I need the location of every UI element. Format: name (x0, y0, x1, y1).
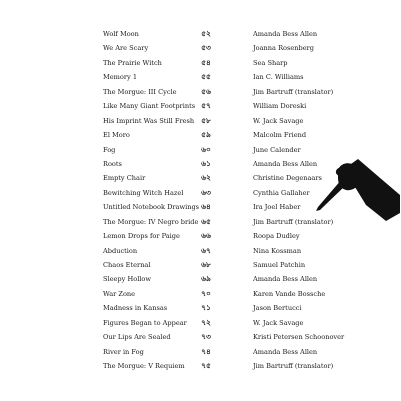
toc-author: Joanna Rosenberg (253, 44, 315, 53)
toc-title: The Morgue: III Cycle (103, 87, 177, 96)
toc-row (0, 244, 401, 258)
toc-author: Karen Vande Bossche (253, 289, 326, 298)
toc-author: Ira Joel Haber (253, 203, 301, 212)
toc-page-number: ৬৮ (201, 260, 211, 269)
toc-title: Lemon Drops for Paige (103, 232, 180, 241)
toc-author: Jim Bartruff (translator) (253, 362, 334, 371)
toc-page-number: ৬৬ (201, 231, 211, 241)
toc-author: William Doreski (253, 102, 307, 111)
toc-row (0, 99, 401, 113)
toc-author: W. Jack Savage (253, 116, 304, 125)
toc-page-number: ৬০ (201, 144, 211, 154)
toc-title: River in Fog (103, 347, 144, 356)
toc-row (0, 287, 401, 301)
toc-page-number: ৬২ (201, 173, 211, 183)
toc-row (0, 27, 401, 41)
toc-title: The Morgue: IV Negro bride (103, 217, 199, 226)
toc-title: The Morgue: V Requiem (103, 362, 185, 371)
toc-author: W. Jack Savage (253, 318, 304, 327)
toc-page-number: ৫৭ (201, 101, 211, 111)
toc-author: Samuel Patchin (253, 261, 306, 269)
toc-title: Sleepy Hollow (103, 275, 152, 284)
toc-author: Nina Kossman (253, 246, 302, 255)
toc-row (0, 114, 401, 128)
toc-title: Empty Chair (103, 174, 146, 183)
toc-author: Jim Bartruff (translator) (253, 217, 334, 226)
toc-page-number: ৫৯ (201, 130, 211, 140)
toc-title: We Are Scary (103, 44, 149, 53)
toc-author: Ian C. Williams (253, 73, 304, 82)
toc-author: Amanda Bess Allen (253, 275, 318, 284)
toc-author: Malcolm Friend (253, 131, 307, 140)
toc-row (0, 359, 401, 373)
hand-holding-knife-icon (314, 155, 400, 225)
toc-title: Madness in Kansas (103, 304, 168, 313)
toc-row (0, 229, 401, 243)
toc-author: Cynthia Gallaher (253, 188, 310, 197)
toc-title: El Moro (103, 131, 130, 140)
toc-page-number: ৬৯ (201, 274, 211, 284)
toc-row (0, 41, 401, 55)
toc-page-number: ৭১ (201, 303, 211, 313)
toc-page-number: ৭৩ (201, 332, 211, 342)
toc-title: The Prairie Witch (103, 58, 162, 67)
toc-title: Bewitching Witch Hazel (103, 188, 184, 197)
toc-row (0, 70, 401, 84)
toc-page-number: ৬৫ (201, 216, 211, 226)
toc-title: Figures Began to Appear (103, 318, 187, 327)
toc-page-number: ৬৩ (201, 187, 211, 197)
toc-author: Amanda Bess Allen (253, 159, 318, 168)
toc-title: Wolf Moon (103, 30, 139, 38)
toc-title: Fog (103, 145, 116, 154)
toc-page-number: ৭৪ (201, 346, 211, 356)
toc-row (0, 316, 401, 330)
toc-page-number: ৫৪ (201, 57, 211, 67)
toc-title: His Imprint Was Still Fresh (103, 116, 195, 125)
toc-row (0, 301, 401, 315)
toc-page-number: ৫৫ (201, 72, 211, 82)
toc-author: June Calender (253, 145, 301, 154)
toc-author: Jason Bertucci (253, 304, 302, 313)
toc-title: Memory 1 (103, 73, 138, 82)
toc-page-number: ৭৫ (201, 361, 211, 371)
toc-title: War Zone (103, 289, 136, 298)
toc-row (0, 272, 401, 286)
toc-title: Chaos Eternal (103, 261, 151, 269)
toc-row (0, 128, 401, 142)
toc-page-number: ৬৭ (201, 245, 211, 255)
toc-author: Roopa Dudley (253, 232, 300, 241)
toc-author: Amanda Bess Allen (253, 30, 318, 38)
toc-row (0, 345, 401, 359)
toc-page-number: ৭০ (201, 288, 211, 298)
toc-author: Jim Bartruff (translator) (253, 87, 334, 96)
toc-title: Roots (103, 159, 122, 168)
toc-page-number: ৫২ (201, 29, 211, 38)
toc-row (0, 330, 401, 344)
toc-page-number: ৫৩ (201, 43, 211, 53)
toc-title: Our Lips Are Sealed (103, 333, 171, 342)
toc-row (0, 85, 401, 99)
toc-page-number: ৫৬ (201, 86, 211, 96)
toc-row (0, 258, 401, 272)
toc-author: Christine Degenaars (253, 174, 322, 183)
toc-author: Kristi Petersen Schoonover (253, 333, 345, 342)
toc-page-number: ৬৪ (201, 202, 211, 212)
toc-title: Like Many Giant Footprints (103, 102, 196, 111)
toc-row (0, 56, 401, 70)
toc-page-number: ৫৮ (201, 115, 211, 125)
toc-title: Abduction (103, 246, 138, 255)
toc-author: Sea Sharp (253, 58, 288, 67)
toc-page-number: ৭২ (201, 317, 211, 327)
toc-page-number: ৬১ (201, 158, 211, 168)
toc-title: Untitled Notebook Drawings (103, 203, 200, 212)
toc-author: Amanda Bess Allen (253, 347, 318, 356)
